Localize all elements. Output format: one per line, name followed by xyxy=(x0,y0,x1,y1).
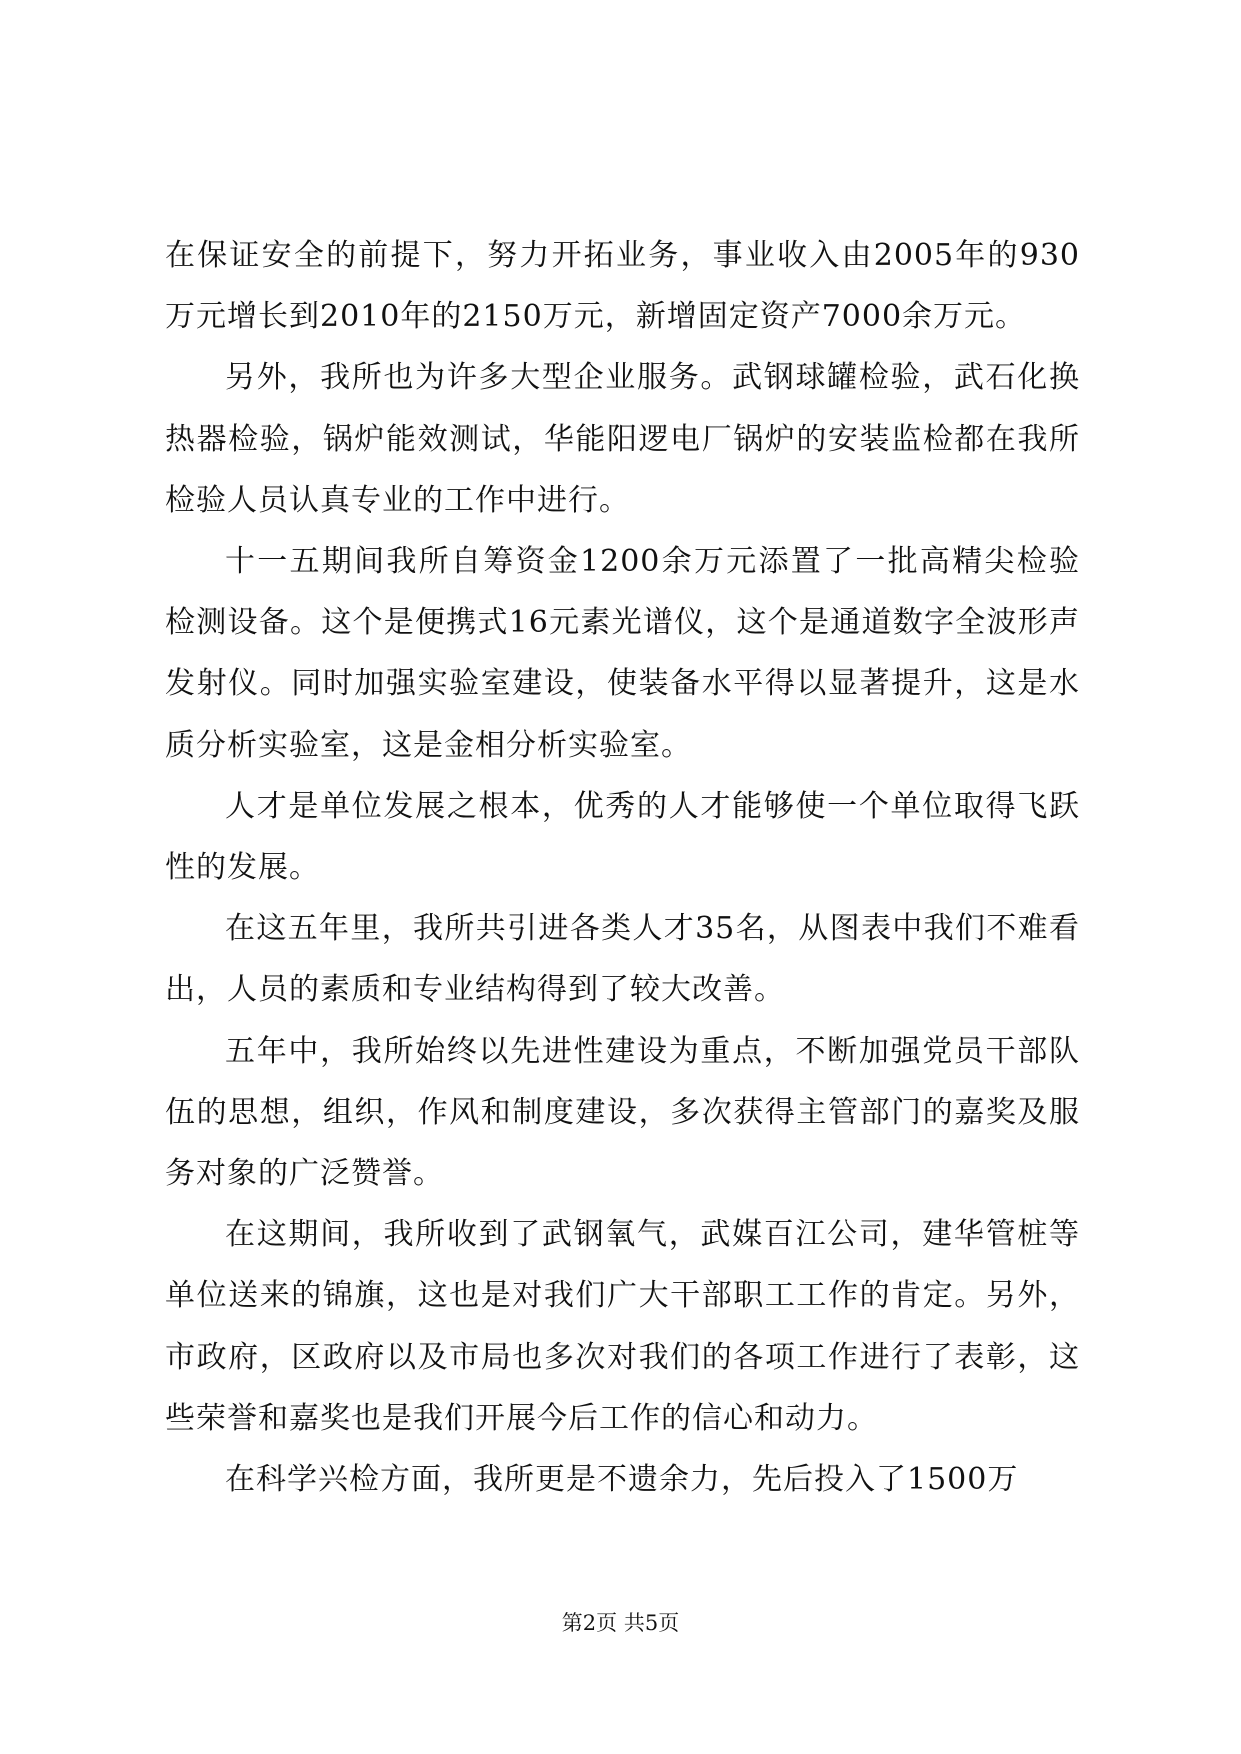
paragraph-8: 在科学兴检方面，我所更是不遗余力，先后投入了1500万 xyxy=(225,1462,1019,1498)
paragraph-4: 人才是单位发展之根本，优秀的人才能够使一个单位取得飞跃性的发展。 xyxy=(165,788,1080,886)
paragraph-6: 五年中，我所始终以先进性建设为重点，不断加强党员干部队伍的思想，组织，作风和制度建设，多次获得主管部门的嘉奖及服务对象的广泛赞誉。 xyxy=(165,1033,1080,1192)
page-number: 第2页 共5页 xyxy=(561,1611,680,1635)
document-body xyxy=(165,225,1080,1510)
paragraph-1: 在保证安全的前提下，努力开拓业务，事业收入由2005年的930万元增长到2010年的2150万元，新增固定资产7000余万元。 xyxy=(165,238,1080,335)
paragraph-3: 十一五期间我所自筹资金1200余万元添置了一批高精尖检验检测设备。这个是便携式16元素光谱仪，这个是通道数字全波形声发射仪。同时加强实验室建设，使装备水平得以显著提升，这是水质分析实验室，这是金相分析实验室。 xyxy=(165,544,1080,763)
paragraph-5: 在这五年里，我所共引进各类人才35名，从图表中我们不难看出，人员的素质和专业结构得到了较大改善。 xyxy=(165,911,1080,1008)
page-footer xyxy=(0,1608,1241,1638)
paragraph-2: 另外，我所也为许多大型企业服务。武钢球罐检验，武石化换热器检验，锅炉能效测试，华能阳逻电厂锅炉的安装监检都在我所检验人员认真专业的工作中进行。 xyxy=(165,360,1080,518)
paragraph-7: 在这期间，我所收到了武钢氧气，武媒百江公司，建华管桩等单位送来的锦旗，这也是对我们广大干部职工工作的肯定。另外，市政府，区政府以及市局也多次对我们的各项工作进行了表彰，这些荣誉和嘉奖也是我们开展今后工作的信心和动力。 xyxy=(165,1217,1080,1436)
